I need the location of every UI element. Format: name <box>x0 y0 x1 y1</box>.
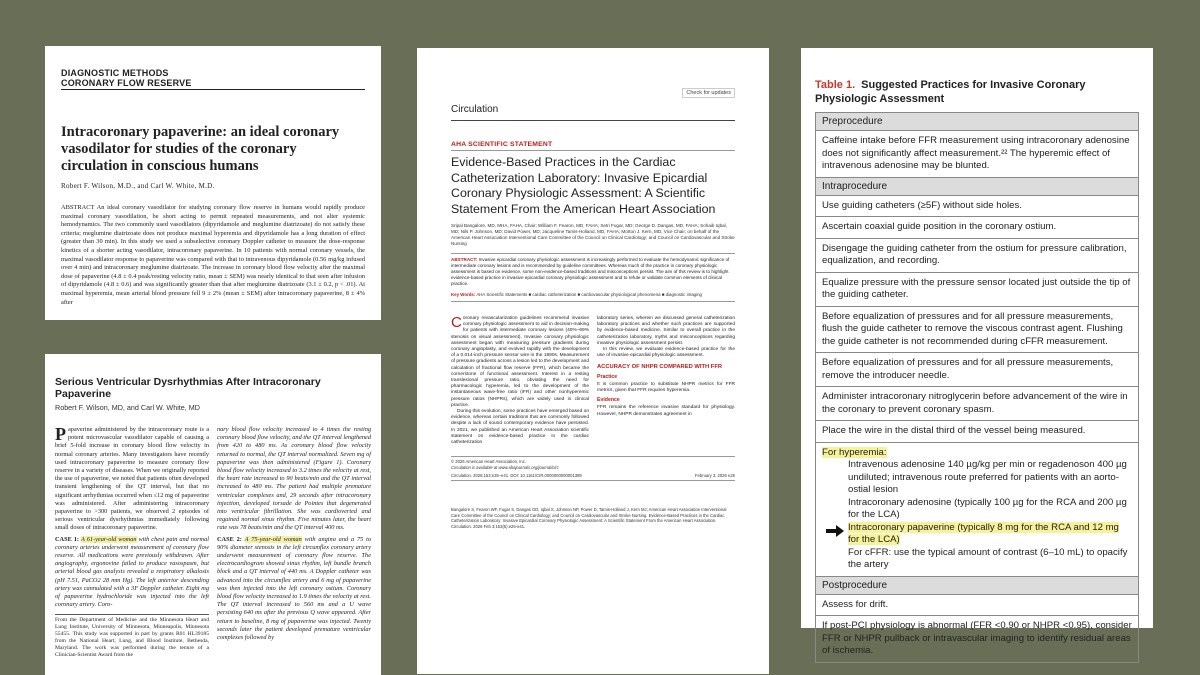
right-arrow-icon <box>826 525 844 537</box>
case1-paragraph <box>55 536 209 610</box>
section-heading: ACCURACY OF NHPR COMPARED WITH FFR <box>597 364 723 371</box>
paper-page-aha-statement <box>417 48 769 674</box>
table-caption <box>815 78 1139 106</box>
case2-paragraph <box>217 536 371 643</box>
hyperemia-option-papaverine <box>822 522 1132 547</box>
table-row: Assess for drift. <box>816 595 1138 617</box>
section-header-postprocedure: Postprocedure <box>816 577 1138 595</box>
paper-abstract <box>451 253 735 287</box>
column-right <box>217 426 371 659</box>
keywords-label: Key Words: <box>451 292 476 297</box>
hyperemia-label: For hyperemia: <box>822 446 887 458</box>
table-row: Before equalization of pressures and for all pressure measurements, remove the introducer needle. <box>816 353 1138 387</box>
table-row: Place the wire in the distal third of the vessel being measured. <box>816 421 1138 443</box>
paper-authors: Robert F. Wilson, M.D., and Carl W. White, M.D. <box>61 182 215 190</box>
footnote: From the Department of Medicine and the Minnesota Heart and Lung Institute, University of Minnesota, Minneapolis, Minnesota 55455. This study was supported in part by grants R01 HL39185 from the National Heart, Lung, and Blood Institute, Bethesda, Maryland. The work was performed during the tenure of a Clinician-Scientist Award from the <box>55 614 209 659</box>
copyright: © 2026 American Heart Association, Inc. <box>451 459 527 465</box>
table-title: Suggested Practices for Invasive Coronary Physiologic Assessment <box>815 79 1086 105</box>
case2-text: with angina and a 75 to 90% diameter stenosis in the left circumflex coronary artery underwent measurement of coronary flow reserve. The electrocardiogram showed sinus rhythm, left bundle branch block and a QT interval of 440 ms. A Doppler catheter was advanced into the circumflex artery and 6 mg of papaverine was then injected into the left coronary ostium. Coronary blood flow velocity increased to 1.9 times the velocity at rest. The QT interval increased to 560 ms and a U wave persisting 640 ms after the previous Q wave appeared. After return to baseline, 8 mg of papaverine was injected. Twenty seconds later the patient developed premature ventricular complexes followed by <box>217 535 371 642</box>
case1-highlight: A 61-year-old woman <box>81 535 137 543</box>
practices-table <box>815 112 1139 663</box>
second-paragraph: During this evolution, some practices have emerged based on evidence, whereas certain traditions that are commonly followed despite a lack of sound contemporary evidence have persisted. In 2021, we published an American Heart Association scientific statement on evidence-based practice in the cardiac catheterization <box>451 409 589 446</box>
drop-cap: C <box>451 314 462 331</box>
paper-page-ventricular-dysrhythmias <box>45 354 381 675</box>
column-left <box>55 426 209 659</box>
case2-label: CASE 2: <box>217 535 242 543</box>
table-row: Equalize pressure with the pressure sensor located just outside the tip of the guiding catheter. <box>816 273 1138 307</box>
table-label: Table 1. <box>815 79 856 91</box>
table-row: Ascertain coaxial guide position in the coronary ostium. <box>816 217 1138 239</box>
section-label: CORONARY FLOW RESERVE <box>61 78 365 90</box>
case2-highlight: A 75-year-old woman <box>244 535 302 543</box>
hyperemia-option: For cFFR: use the typical amount of contrast (6–10 mL) to opacify the artery <box>848 546 1128 570</box>
section-header-intraprocedure: Intraprocedure <box>816 178 1138 196</box>
copyright-footer <box>451 456 735 470</box>
paper-authors: Robert F. Wilson, MD, and Carl W. White, MD <box>55 403 200 412</box>
reference-citation: Bangalore S, Fearon WF, Fugar S, Dangas GD, Iqbal S, Johnson NP, Power D, Tamis-Holland J, Kern MJ; American Heart Association Interventional Care Committee of the Council on Clinical Cardiology; and Council on Cardiovascular and Stroke Nursing. Evidence-Based Practices in the Cardiac Catheterization Laboratory: Invasive Epicardial Coronary Physiologic Assessment: A Scientific Statement From the American Heart Association. Circulation. 2026 Feb 3;153(5):e25-e41. <box>451 507 727 529</box>
abstract-text: Invasive epicardial coronary physiologic assessment is increasingly performed to evaluate the hemodynamic significance of intermediate coronary lesions and is recommended by guideline committees. Whereas much of the practice in coronary physiologic assessment is based on evidence, some non-evidence-based traditions and misconceptions persist. The aim of this review is to highlight evidence-based practice in invasive epicardial coronary physiologic assessment and to refute or validate common elements of clinical practice. <box>451 257 730 286</box>
article-section: AHA SCIENTIFIC STATEMENT <box>451 141 735 151</box>
keywords-text: AHA Scientific Statements ■ cardiac catheterization ■ cardiovascular physiological phenomena ■ diagnostic imaging <box>476 292 702 297</box>
citation-doi: Circulation. 2026;153:e25–e41. DOI: 10.1161/CIR.0000000000001389 <box>451 473 582 479</box>
paper-abstract: ABSTRACT An ideal coronary vasodilator for studying coronary flow reserve in humans would rapidly produce maximal coronary vasodilation, be short acting to permit repeated measurements, and not alter systemic hemodynamics. The two commonly used vasodilators (dipyridamole and meglumine diatrizoate) do not satisfy these criteria; meglumine diatrizoate does not produce maximal hyperemia and dipyridamole has a long duration of effect (greater than 30 min). In this study we used a subselective coronary Doppler catheter to measure the dose-response kinetics of a shorter acting vasodilator, intracoronary papaverine. In 10 patients with normal coronary vessels, the maximal vasodilator response to papaverine was compared with that to intravenous dipyridamole (0.56 mg/kg infused over 4 min) and intracoronary meglumine diatrizoate. The increase in coronary blood flow velocity after the maximal dose of papaverine (4.8 ± 0.4 peak/resting velocity ratio, mean ± SEM) was nearly identical to that seen after infusion of dipyridamole (4.8 ± 0.6) and was significantly greater than that after meglumine diatrizoate (3.1 ± 0.2, p < .01). At maximal hyperemia, mean arterial blood pressure fell 9 ± 2% (mean ± SEM) after intracoronary papaverine, 8 ± 4% after <box>61 204 365 306</box>
evidence-text: FFR remains the reference invasive standard for physiology. However, NHPR demonstrates agreement in <box>597 405 735 417</box>
case1-label: CASE 1: <box>55 535 80 543</box>
case1-text: with chest pain and normal coronary arteries underwent measurement of coronary flow reserve. All medications were previously withdrawn. After angiography, ergonovine failed to produce vasospasm, but arterial blood gas analysis revealed a respiratory alkalosis (pH 7.51, PaCO2 28 mm Hg). The left anterior descending artery was cannulated with a 3F Doppler catheter. Eight mg of papaverine hydrochloride was injected into the left coronary artery. Coro- <box>55 535 210 609</box>
citation-date-page: February 3, 2026 e25 <box>694 473 735 479</box>
table-row: Disengage the guiding catheter from the ostium for pressure calibration, equalization, and recording. <box>816 239 1138 273</box>
column-left <box>451 316 589 446</box>
keywords <box>451 292 735 302</box>
table-row: Before equalization of pressures and for all pressure measurements, flush the guide catheter to remove the viscous contrast agent. Flushing the guide catheter is not recommended during cFFR measurement. <box>816 307 1138 354</box>
continued-paragraph: laboratory series, wherein we discussed general catheterization laboratory practices and whether such practices are supported by evidence-based medicine. Similar to overall practice in the catheterization laboratory, myths and misconceptions regarding invasive physiologic assessment persist. <box>597 316 735 346</box>
body-columns <box>451 316 735 446</box>
case1-continuation: nary blood flow velocity increased to 4 times the resting coronary blood flow velocity, and the QT interval lengthened from 420 to 480 ms. As coronary blood flow velocity returned to normal, the QT interval normalized. Seven mg of papaverine was then administered (Figure 1). Coronary blood flow velocity increased to 3.2 times the velocity at rest, the heart rate increased to 90 beats/min and the QT interval increased to 480 ms. The patient had multiple premature ventricular complexes and, 29 seconds after intracoronary injection, developed torsade de Pointes that degenerated into ventricular fibrillation. She was cardioverted and regained normal sinus rhythm. Five minutes later, the heart rate was 78 beats/min and the QT interval 400 ms. <box>217 426 371 532</box>
citation-bar <box>451 473 735 481</box>
paper-title: Evidence-Based Practices in the Cardiac Catheterization Laboratory: Invasive Epicardial Coronary Physiologic Assessment: A Scientific Statement From the American Heart Association <box>451 155 716 216</box>
paper-title: Serious Ventricular Dysrhythmias After Intracoronary Papaverine <box>55 376 321 400</box>
practice-text: It is common practice to substitute NHPR metrics for FFR metrics, given that FFR requires hyperemia. <box>597 381 735 394</box>
drop-cap: P <box>55 424 66 444</box>
subheading-practice: Practice <box>597 373 618 380</box>
table-page-suggested-practices <box>801 48 1153 656</box>
check-for-updates-badge[interactable]: Check for updates <box>682 88 735 98</box>
hyperemia-option: Intravenous adenosine 140 µg/kg per min or regadenoson 400 µg undiluted; intravenous route preferred for patients with an aorto-ostial lesion <box>848 459 1127 495</box>
intro-paragraph: oronary revascularization guidelines recommend invasive coronary physiologic assessment to aid in decision-making for patients with intermediate coronary lesions (40%–69% stenosis on visual assessment). Invasive coronary physiologic assessment began with measuring pressure gradients during coronary angioplasty, and evolved rapidly with the development of a 0.014-inch pressure sensor wire in the 1990s. Measurement of pressure gradients across a lesion led to the development and calculation of fractional flow reserve (FFR), which became the cornerstone of functional assessment. Interest in a resting translesional pressure ratio, obviating the need for pharmacologic hyperemia, led to the development of the instantaneous wave-free ratio (iFR) and other nonhyperemic pressure ratios (NHPRs), which are widely used in clinical practice. <box>451 316 589 408</box>
papaverine-highlight: Intracoronary papaverine (typically 8 mg for the RCA and 12 mg for the LCA) <box>848 521 1119 545</box>
table-row: Caffeine intake before FFR measurement using intracoronary adenosine does not significantly affect measurement.²² The hyperemic effect of intravenous adenosine may be blunted. <box>816 131 1138 178</box>
section-header-preprocedure: Preprocedure <box>816 113 1138 131</box>
intro-paragraph: apaverine administered by the intracoronary route is a potent microvascular vasodilator capable of causing a brief 5-fold increase in coronary blood flow velocity in normal coronary arteries. Many investigators have recently used intracoronary papaverine to measure coronary flow reserve in a variety of diseases. When we originally reported the use of papaverine, we noted that patients often developed transient lengthening of the QT interval, but that no significant arrhythmias occurred when ≤12 mg of papaverine was administered. After administering intracoronary papaverine to >300 patients, we observed 2 episodes of serious ventricular dysrhythmias immediately following small doses of intracoronary papaverine. <box>55 426 210 532</box>
paper-title: Intracoronary papaverine: an ideal coronary vasodilator for studies of the coronary circulation in conscious humans <box>61 124 340 174</box>
abstract-label: ABSTRACT: <box>451 257 478 262</box>
column-right <box>597 316 735 446</box>
department-label: DIAGNOSTIC METHODS <box>61 68 169 78</box>
paper-authors: Sripal Bangalore, MD, MHA, FAHA, Chair; William F. Fearon, MD, FAHA; Setri Fugar, MD; George D. Dangas, MD, FAHA; Sohaib Iqbal, MD; Nils P. Johnson, MD; David Power, MD; Jacqueline Tamis-Holland, MD, FAHA; Morton J. Kern, MD, Vice Chair; on behalf of the American Heart Association Interventional Care Committee of the Council on Clinical Cardiology; and Council on Cardiovascular and Stroke Nursing <box>451 223 735 246</box>
journal-name: Circulation <box>451 104 735 121</box>
table-row: Use guiding catheters (≥5F) without side holes. <box>816 196 1138 218</box>
subheading-evidence: Evidence <box>597 397 620 404</box>
body-columns <box>55 426 371 659</box>
journal-site: Circulation is available at www.ahajournals.org/journal/circ <box>451 464 559 470</box>
table-row: Administer intracoronary nitroglycerin before advancement of the wire in the coronary to prevent coronary spasm. <box>816 387 1138 421</box>
paper-page-papaverine-ideal-vasodilator <box>45 46 381 320</box>
table-row: If post-PCI physiology is abnormal (FFR <0.90 or NHPR <0.95), consider FFR or NHPR pullback or intravascular imaging to identify residual areas of ischemia. <box>822 620 1132 656</box>
hyperemia-group <box>816 443 1138 577</box>
hyperemia-option: Intracoronary adenosine (typically 100 µg for the RCA and 200 µg for the LCA) <box>848 496 1127 520</box>
review-paragraph: In this review, we evaluate evidence-based practice for the use of invasive epicardial physiologic assessment. <box>597 347 735 359</box>
